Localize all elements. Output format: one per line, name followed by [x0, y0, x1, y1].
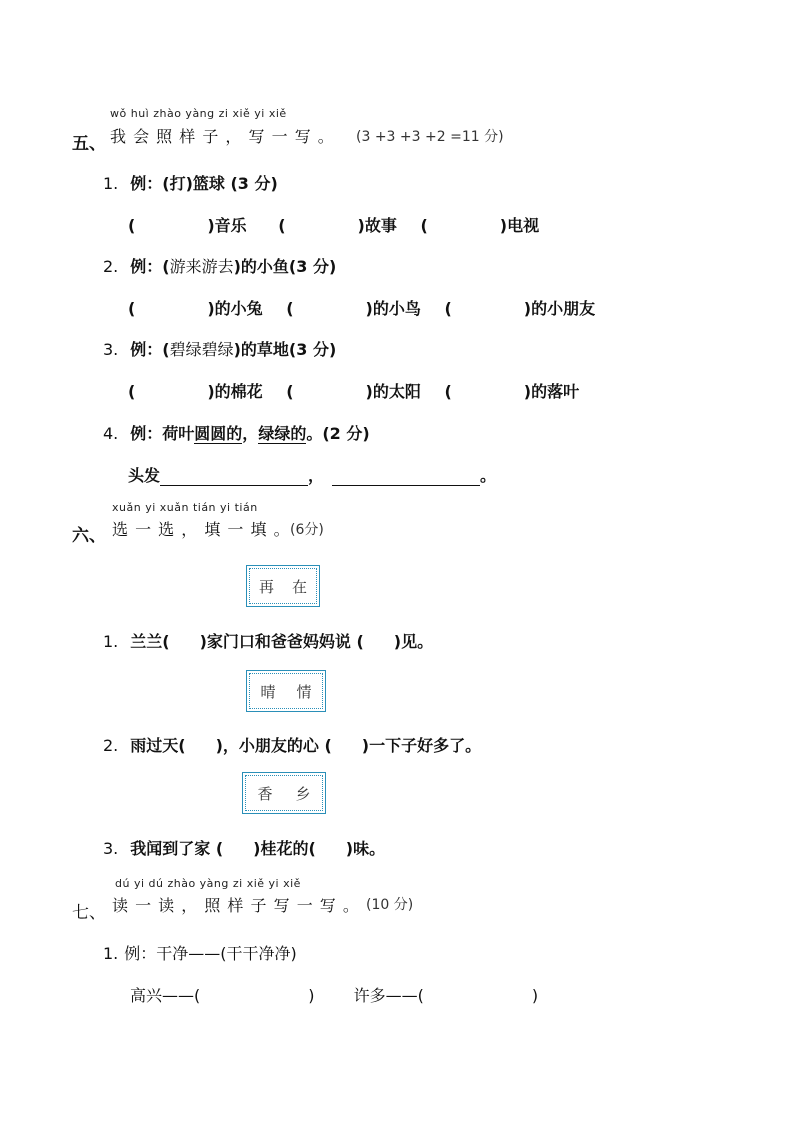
s5-q3-example: 3. 例：(碧绿碧绿)的草地(3 分) [103, 340, 337, 359]
word-choice: 乡 [295, 784, 311, 803]
answer-blank[interactable] [332, 469, 480, 486]
word-choice: 再 [258, 577, 274, 596]
word-choice-box-3 [245, 775, 323, 811]
s7-q1-answers: 高兴——( ) 许多——( ) [130, 986, 539, 1005]
answer-blank[interactable] [160, 469, 308, 486]
s6-q3: 3. 我闻到了家 ( )桂花的( )味。 [103, 839, 386, 858]
section7-number: 七、 [72, 903, 106, 923]
s5-q4-answer: 头发 ， 。 [128, 466, 497, 485]
s5-q3-answers: ( )的棉花 ( )的太阳 ( )的落叶 [128, 382, 580, 401]
section5-score: (3 +3 +3 +2 =11 分) [356, 129, 504, 145]
s6-q1: 1. 兰兰( )家门口和爸爸妈妈说 ( )见。 [103, 632, 434, 651]
word-choice: 情 [296, 682, 312, 701]
section6-number: 六、 [72, 526, 106, 546]
section6-pinyin: xuǎn yi xuǎn tián yi tián [112, 501, 258, 514]
s6-q2: 2. 雨过天( )，小朋友的心 ( )一下子好多了。 [103, 736, 482, 755]
word-choice-box-2 [249, 673, 323, 709]
word-choice: 香 [257, 784, 273, 803]
section5-number: 五、 [72, 134, 106, 154]
s5-q1-example: 1. 例：(打)篮球 (3 分) [103, 174, 278, 193]
s5-q4-example: 4. 例：荷叶圆圆的，绿绿的。(2 分) [103, 424, 370, 443]
word-choice-box-1 [249, 568, 317, 604]
s5-q2-answers: ( )的小兔 ( )的小鸟 ( )的小朋友 [128, 299, 596, 318]
word-choice: 晴 [260, 682, 276, 701]
section5-title: 我 会 照 样 子 ， 写 一 写 。 [110, 127, 335, 146]
section7-score: (10 分) [366, 897, 414, 913]
section6-title: 选 一 选 ， 填 一 填 。 [112, 520, 291, 539]
section5-pinyin: wǒ huì zhào yàng zi xiě yi xiě [110, 107, 287, 120]
s7-q1-example: 1. 例：干净——(干干净净) [103, 944, 297, 963]
section7-title: 读 一 读 ， 照 样 子 写 一 写 。 [112, 896, 360, 915]
section6-score: (6分) [290, 522, 324, 538]
word-choice: 在 [291, 577, 307, 596]
section7-pinyin: dú yi dú zhào yàng zi xiě yi xiě [115, 877, 301, 890]
s5-q2-example: 2. 例：(游来游去)的小鱼(3 分) [103, 257, 337, 276]
s5-q1-answers: ( )音乐 ( )故事 ( )电视 [128, 216, 540, 235]
